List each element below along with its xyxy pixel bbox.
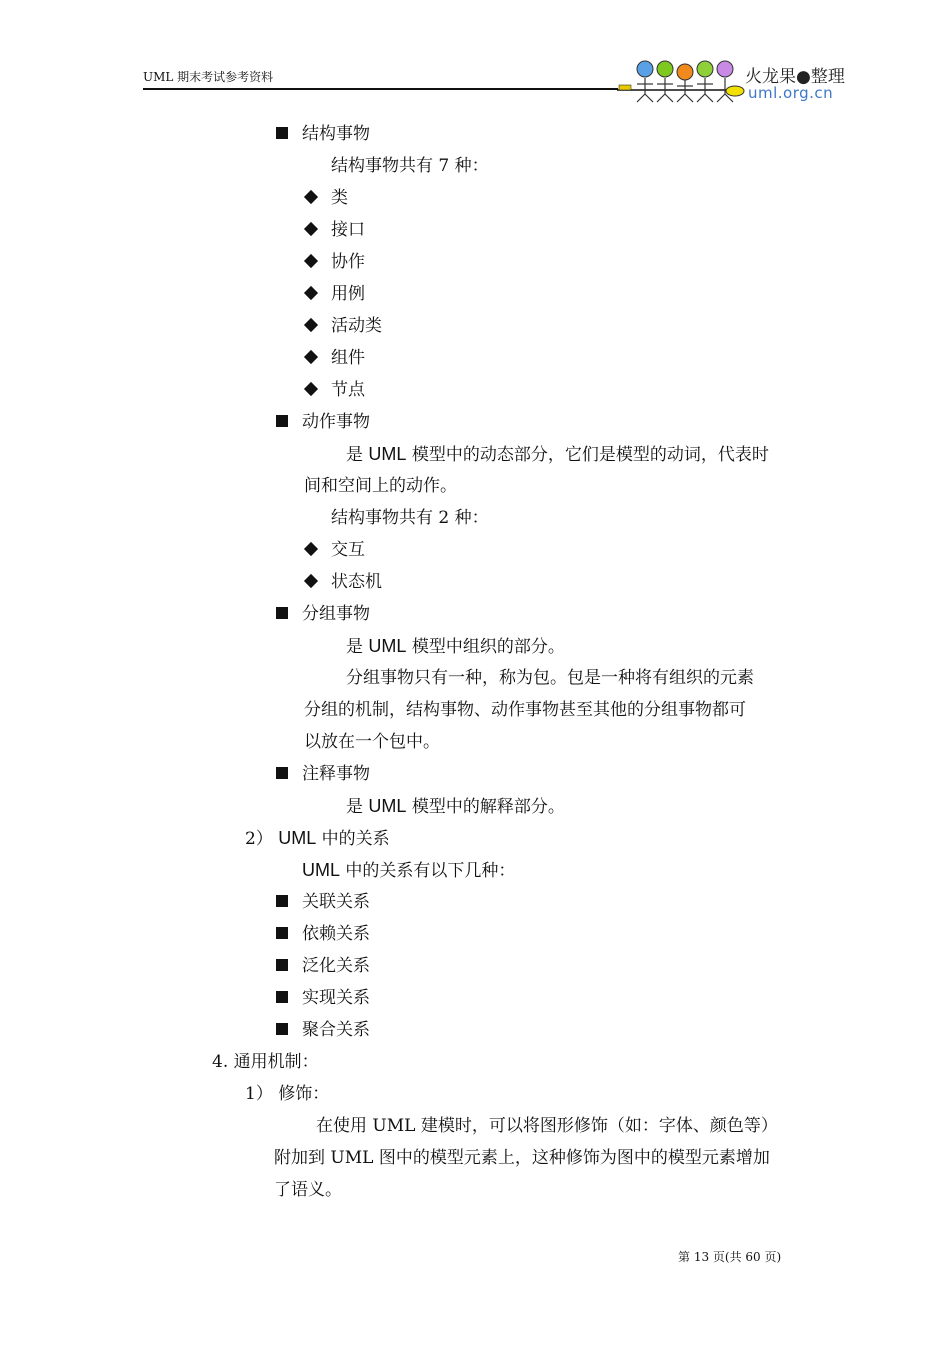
bullet-item: 聚合关系 — [276, 1014, 370, 1046]
paragraph: 结构事物共有 7 种： — [331, 156, 489, 176]
sub-bullet-item: 活动类 — [302, 310, 382, 342]
paragraph: 以放在一个包中。 — [304, 732, 440, 752]
diamond-bullet-icon — [304, 350, 318, 364]
diamond-bullet-icon — [304, 542, 318, 556]
paragraph: 结构事物共有 2 种： — [331, 508, 489, 528]
square-bullet-icon — [276, 895, 288, 907]
diamond-bullet-icon — [304, 286, 318, 300]
sub-bullet-item: 协作 — [302, 246, 365, 278]
diamond-bullet-icon — [304, 254, 318, 268]
bullet-item: 动作事物 — [276, 406, 370, 438]
bullet-item: 实现关系 — [276, 982, 370, 1014]
diamond-bullet-icon — [304, 222, 318, 236]
paragraph: 在使用 UML 建模时，可以将图形修饰（如：字体、颜色等） — [316, 1116, 778, 1136]
square-bullet-icon — [276, 127, 288, 139]
sub-bullet-item: 节点 — [302, 374, 365, 406]
sub-bullet-item: 组件 — [302, 342, 365, 374]
square-bullet-icon — [276, 607, 288, 619]
bullet-item: 泛化关系 — [276, 950, 370, 982]
square-bullet-icon — [276, 767, 288, 779]
brand-url: uml.org.cn — [748, 84, 834, 102]
diamond-bullet-icon — [304, 318, 318, 332]
page-number: 第 13 页(共 60 页) — [678, 1250, 782, 1264]
paragraph: 是 UML 模型中组织的部分。 — [346, 636, 565, 657]
square-bullet-icon — [276, 927, 288, 939]
bullet-item: 依赖关系 — [276, 918, 370, 950]
paragraph: 是 UML 模型中的动态部分，它们是模型的动词，代表时 — [346, 444, 769, 465]
subsection-heading: 1） 修饰： — [245, 1084, 330, 1104]
section-heading: 2） UML 中的关系 — [245, 828, 390, 849]
diamond-bullet-icon — [304, 574, 318, 588]
bullet-item: 关联关系 — [276, 886, 370, 918]
sub-bullet-item: 交互 — [302, 534, 365, 566]
bullet-item: 结构事物 — [276, 118, 370, 150]
paragraph: 分组事物只有一种，称为包。包是一种将有组织的元素 — [346, 668, 754, 688]
diamond-bullet-icon — [304, 190, 318, 204]
sub-bullet-item: 类 — [302, 182, 348, 214]
square-bullet-icon — [276, 1023, 288, 1035]
header-rule — [143, 88, 618, 90]
paragraph: 分组的机制，结构事物、动作事物甚至其他的分组事物都可 — [304, 700, 746, 720]
paragraph: 是 UML 模型中的解释部分。 — [346, 796, 565, 817]
paragraph: 间和空间上的动作。 — [304, 476, 457, 496]
square-bullet-icon — [276, 991, 288, 1003]
bullet-item: 注释事物 — [276, 758, 370, 790]
sub-bullet-item: 状态机 — [302, 566, 382, 598]
bullet-item: 分组事物 — [276, 598, 370, 630]
diamond-bullet-icon — [304, 382, 318, 396]
paragraph: 附加到 UML 图中的模型元素上，这种修饰为图中的模型元素增加 — [274, 1148, 770, 1168]
header-title: UML 期末考试参考资料 — [143, 70, 274, 84]
square-bullet-icon — [276, 415, 288, 427]
sub-bullet-item: 用例 — [302, 278, 365, 310]
sub-bullet-item: 接口 — [302, 214, 365, 246]
section-heading: 4. 通用机制： — [212, 1052, 319, 1072]
paragraph: UML 中的关系有以下几种： — [302, 860, 516, 881]
square-bullet-icon — [276, 959, 288, 971]
brand-name: 火龙果●整理 — [745, 67, 845, 87]
paragraph: 了语义。 — [274, 1180, 342, 1200]
